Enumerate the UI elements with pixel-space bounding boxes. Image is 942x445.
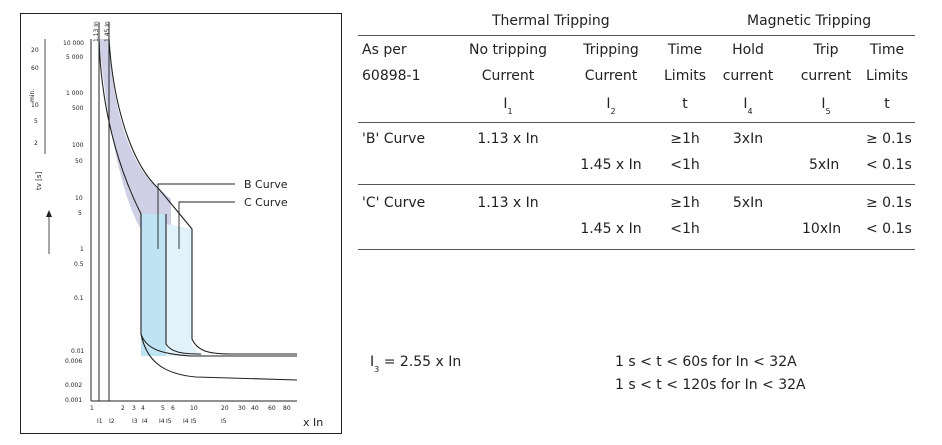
row-c-time2a: ≥ 0.1s (866, 195, 912, 211)
header-bottom-rule (358, 122, 915, 123)
trip-curve-svg (21, 14, 343, 435)
ytick: 5 000 (66, 54, 84, 61)
xmarker: I4 (159, 418, 165, 425)
row-c-time1b: <1h (670, 221, 700, 237)
ytick: 1 (80, 246, 84, 253)
xtick: 4 (141, 405, 145, 412)
col-tripcur-sym: $I_5$ (821, 96, 831, 116)
ytick: 5 (78, 210, 82, 217)
col-hold-2: current (722, 68, 774, 84)
xtick: 20 (221, 405, 229, 412)
xtick: 1 (90, 405, 94, 412)
group-header-magnetic: Magnetic Tripping (747, 13, 872, 29)
col-time1-sym: t (682, 96, 688, 112)
xmarker: I5 (191, 418, 197, 425)
xtick: 60 (268, 405, 276, 412)
row-b-trip: 1.45 x In (580, 157, 642, 173)
note-line-1: 1 s < t < 60s for In < 32A (615, 354, 797, 370)
row-b-time2a: ≥ 0.1s (866, 131, 912, 147)
row-b-time1b: <1h (670, 157, 700, 173)
col-trip-2: Current (584, 68, 638, 84)
col-hold-sym: $I_4$ (743, 96, 753, 116)
xmarker: I2 (109, 418, 115, 425)
xmarker: I1 (97, 418, 103, 425)
col-trip-sym: $I_2$ (606, 96, 616, 116)
x-axis-label: x In (303, 416, 324, 429)
xtick: 40 (251, 405, 259, 412)
row-b-no-trip: 1.13 x In (477, 131, 539, 147)
ytick: 500 (72, 105, 84, 112)
col-time1-2: Limits (664, 68, 706, 84)
table-bottom-rule (358, 249, 915, 250)
tripping-table (358, 0, 918, 445)
row-b-time1a: ≥1h (670, 131, 700, 147)
col-time2-sym: t (884, 96, 890, 112)
group-header-thermal: Thermal Tripping (492, 13, 610, 29)
col-as-per-2: 60898-1 (362, 68, 421, 84)
ylabel-arrowhead (46, 210, 52, 217)
row-c-hold: 5xIn (732, 195, 764, 211)
xtick: 3 (132, 405, 136, 412)
row-b-tripcur: 5xIn (809, 157, 840, 173)
xtick: 5 (161, 405, 165, 412)
col-time2-2: Limits (866, 68, 908, 84)
top-marker-145: 1.45 In (104, 21, 111, 42)
row-c-no-trip: 1.13 x In (477, 195, 539, 211)
col-trip-1: Tripping (583, 42, 639, 58)
xtick: 80 (283, 405, 291, 412)
col-no-trip-2: Current (481, 68, 535, 84)
ytick: 0.002 (65, 382, 83, 389)
col-time1-1: Time (667, 42, 703, 58)
c-curve-label: C Curve (244, 196, 288, 209)
xtick: 6 (171, 405, 175, 412)
c-curve-fill (166, 224, 216, 356)
ytick-min: 60 (31, 65, 39, 72)
col-time2-1: Time (869, 42, 905, 58)
col-hold-1: Hold (732, 42, 764, 58)
ytick: 0.001 (65, 397, 83, 404)
ytick-min: 2 (34, 140, 38, 147)
ytick: 0.5 (74, 261, 84, 268)
row-b-curve: 'B' Curve (362, 131, 426, 147)
row-b-rule (358, 184, 915, 185)
row-b-hold: 3xIn (732, 131, 764, 147)
xtick: 30 (238, 405, 246, 412)
note-line-2: 1 s < t < 120s for In < 32A (615, 377, 806, 393)
ytick: 10 000 (63, 40, 84, 47)
col-tripcur-2: current (800, 68, 852, 84)
ytick-min: 5 (34, 118, 38, 125)
trip-curve-chart (20, 13, 342, 434)
ytick-min: 20 (31, 47, 39, 54)
top-marker-113: 1.13 In (93, 21, 100, 42)
ytick: 100 (72, 142, 84, 149)
xmarker: I3 (132, 418, 138, 425)
xtick: 10 (190, 405, 198, 412)
xmarker: I5 (166, 418, 172, 425)
y-axis-label: tv [s] (35, 171, 43, 190)
col-as-per-1: As per (362, 42, 407, 58)
xmarker: I4 (183, 418, 189, 425)
col-tripcur-1: Trip (813, 42, 839, 58)
xmarker: I4 (142, 418, 148, 425)
i3-note: $I_3 = 2.55$ x In (370, 354, 462, 374)
minutes-label: min. (29, 88, 36, 102)
row-b-time2b: < 0.1s (866, 157, 912, 173)
row-c-tripcur: 10xIn (802, 221, 842, 237)
row-c-time2b: < 0.1s (866, 221, 912, 237)
header-rule (358, 35, 915, 36)
xmarker: I5 (221, 418, 227, 425)
ytick: 0.01 (71, 348, 85, 355)
ytick: 10 (75, 195, 83, 202)
col-no-trip-sym: $I_1$ (503, 96, 513, 116)
ytick: 0.006 (65, 358, 83, 365)
ytick: 50 (75, 158, 83, 165)
ytick: 1 000 (66, 90, 84, 97)
xtick: 2 (121, 405, 125, 412)
row-c-trip: 1.45 x In (580, 221, 642, 237)
col-no-trip-1: No tripping (468, 42, 548, 58)
row-c-curve: 'C' Curve (362, 195, 426, 211)
ytick: 0.1 (74, 295, 84, 302)
ytick-min: 10 (31, 102, 39, 109)
b-curve-label: B Curve (244, 178, 288, 191)
row-c-time1a: ≥1h (670, 195, 700, 211)
